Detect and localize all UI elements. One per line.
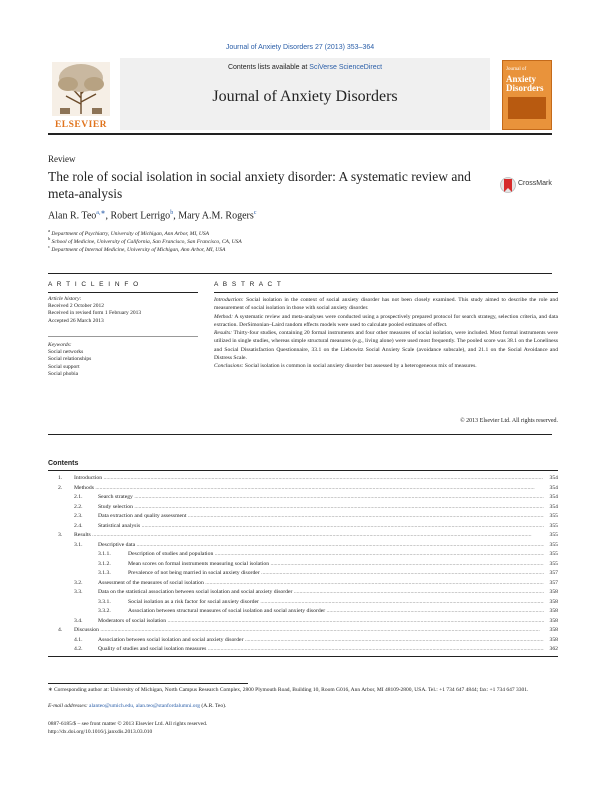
email-label: E-mail addresses: [48,703,90,709]
toc-entry[interactable] [0,588,600,597]
issn-line: 0887-6185/$ – see front matter © 2013 Elsevier Ltd. All rights reserved. [48,721,208,727]
author-list [48,209,256,221]
toc-page: 354 [549,503,558,510]
abstract-rule [214,292,558,293]
toc-page: 358 [549,608,558,614]
author-name: Alan R. Teo [48,210,97,222]
abstract-method [214,313,558,330]
toc-title: Methods ..... [74,484,544,493]
toc-number: 3.3.1. [98,598,111,605]
toc-page: 357 [549,579,558,586]
keyword: Social networks [48,349,84,356]
article-info-heading: A R T I C L E I N F O [48,281,140,288]
abstract-body [214,296,558,371]
toc-page: 355 [549,541,558,548]
toc-title: Description of studies and population ..... [128,550,544,559]
toc-entry[interactable] [0,617,600,626]
journal-cover [502,60,552,130]
toc-title: Introduction ..... [74,474,544,483]
toc-title: Descriptive data ..... [98,541,544,550]
affiliation-marker: a [48,228,51,233]
toc-number: 3.3. [74,589,83,595]
toc-title: Prevalence of not being married in social anxiety disorder ..... [128,569,544,578]
toc-title: Results ..... [74,531,544,540]
keywords-label: Keywords: [48,342,72,348]
toc-entry[interactable] [0,541,600,550]
history-line: Accepted 26 March 2013 [48,317,104,324]
toc-entry[interactable] [0,474,600,483]
email-footnote [48,703,558,711]
toc-entry[interactable] [0,636,600,645]
crossmark-label: CrossMark [518,180,552,187]
publisher-name: ELSEVIER [54,120,108,130]
toc-title: Statistical analysis ..... [98,522,544,531]
toc-title: Social isolation as a risk factor for social anxiety disorder ..... [128,598,544,607]
toc-page: 358 [549,636,558,643]
author-name: Mary A.M. Rogers [178,210,254,222]
toc-title: Data extraction and quality assessment ..... [98,512,544,521]
crossmark-badge[interactable] [500,174,560,196]
intro-text: Social isolation in the context of social anxiety disorder has not been closely examined. This study aimed to describe the role and measurement of social isolation in those with social anxiety disorder. [214,297,558,312]
toc-page: 355 [549,532,558,538]
cover-small-text: Journal of [506,67,527,72]
copyright-notice: © 2013 Elsevier Ltd. All rights reserved. [460,418,558,424]
toc-page: 362 [549,646,558,652]
affil-rule [48,273,552,274]
toc-title: Mean scores on formal instruments measuring social isolation ..... [128,560,544,569]
toc-entry[interactable] [0,550,600,559]
corresponding-author: ∗ Corresponding author at: University of Michigan, North Campus Research Complex, 2800 Plymouth Road, Building 10, Room G016, Ann Arbor, MI 48109-2800, USA. Tel.: +1 734 647 4844; fax: +1 734 647 3301. [48,687,529,693]
article-history [48,296,141,325]
keyword: Social phobia [48,370,79,377]
toc-number: 3.2. [74,579,83,586]
toc-entry[interactable] [0,560,600,569]
toc-title: Discussion ..... [74,626,544,635]
toc-title: Association between structural measures of social isolation and social anxiety disorder ..... [128,607,544,616]
toc-page: 355 [549,513,558,519]
toc-number: 2.1. [74,494,83,500]
toc-number: 3.4. [74,617,83,624]
abstract-results [214,329,558,362]
abstract-conclusions [214,362,558,370]
author-name: Robert Lerrigo [110,210,171,222]
affiliation-text: School of Medicine, University of California, San Francisco, San Francisco, CA, USA [51,238,242,245]
toc-entry[interactable] [0,512,600,521]
abstract-bottom-rule [48,434,552,435]
email-links[interactable]: alanteo@umich.edu, alan.teo@stanfordalumni.org [89,703,201,709]
toc-page: 355 [549,522,558,529]
toc-entry[interactable] [0,598,600,607]
toc-entry[interactable] [0,493,600,502]
toc-entry[interactable] [0,522,600,531]
author-affil-marker[interactable]: a,∗ [96,210,106,216]
footnote-rule [48,683,248,684]
toc-page: 357 [549,570,558,576]
toc-page: 358 [549,627,558,633]
results-label: Results: [214,330,233,337]
toc-entry[interactable] [0,626,600,635]
toc-number: 2.3. [74,513,83,519]
toc-number: 3.1. [74,541,83,548]
history-label: Article history: [48,296,82,302]
journal-title: Journal of Anxiety Disorders [212,88,398,105]
toc-entry[interactable] [0,503,600,512]
affiliation [48,244,225,253]
toc-number: 4.1. [74,636,83,643]
affiliation-marker: b [48,236,51,241]
toc-title: Assessment of the measures of social isolation ..... [98,579,544,588]
keyword: Social relationships [48,356,92,363]
method-text: A systematic review and meta-analyses were conducted using a prospectively prepared protocol for search strategy, selection criteria, and data extraction. DerSimonian–Laird random effects models were used to calculate pooled estimates of effect. [214,313,558,328]
toc-page: 354 [549,484,558,491]
toc-entry[interactable] [0,484,600,493]
contents-top-rule [48,470,558,471]
affiliation-text: Department of Internal Medicine, University of Michigan, Ann Arbor, MI, USA [51,246,226,253]
history-rule [48,336,198,337]
conclusions-text: Social isolation is common in social anxiety disorder but assessed by a heterogeneous mix of measures. [243,363,477,370]
contents-available [120,64,490,71]
paper-title: The role of social isolation in social anxiety disorder: A systematic review and meta-analysis [48,169,471,201]
toc-number: 3.3.2. [98,608,111,614]
info-rule [48,292,198,293]
toc-number: 1. [58,475,63,481]
affiliation-marker: c [48,244,51,249]
method-label: Method: [214,313,233,320]
toc-title: Quality of studies and social isolation measures ..... [98,645,544,654]
toc-number: 4. [58,627,63,633]
email-suffix: (A.R. Teo). [200,703,227,709]
history-line: Received 2 October 2012 [48,303,105,310]
author-separator: , [173,210,179,222]
article-section: Review [48,154,76,164]
toc-page: 358 [549,617,558,624]
toc-number: 2.2. [74,503,83,510]
toc-number: 4.2. [74,646,83,652]
crossmark-icon [500,175,516,195]
doi-link[interactable]: http://dx.doi.org/10.1016/j.janxdis.2013.03.010 [48,729,153,735]
toc-page: 358 [549,589,558,595]
author-affil-marker[interactable]: c [253,210,257,216]
toc-entry[interactable] [0,645,600,654]
results-text: Thirty-four studies, containing 20 formal instruments and four other measures of social isolation, were included. Most formal instruments were utilized in single studies, whereas simple structural measures (e.g., living alone) were used most frequently. The pooled score was 38.1 on the Loneliness and Social Dissatisfaction Questionnaire, 33.1 on the Liebowitz Social Anxiety Scale (avoidance subscale), and 21.1 on the Social Avoidance and Distress Scale. [214,330,558,362]
header-rule [48,133,552,135]
journal-citation[interactable]: Journal of Anxiety Disorders 27 (2013) 353–364 [225,44,375,51]
toc-entry[interactable] [0,607,600,616]
toc-title: Data on the statistical association between social isolation and social anxiety disorder ..... [98,588,544,597]
toc-number: 3.1.2. [98,560,111,567]
toc-number: 2.4. [74,522,83,529]
toc-number: 2. [58,484,63,491]
keywords [48,342,91,378]
abstract-intro [214,296,558,313]
toc-page: 354 [549,494,558,500]
toc-number: 3.1.3. [98,570,111,576]
toc-title: Moderators of social isolation ..... [98,617,544,626]
contents-bottom-rule [48,656,558,657]
toc-entry[interactable] [0,579,600,588]
abstract-heading: A B S T R A C T [214,281,283,288]
cover-title: Anxiety Disorders [506,74,544,93]
conclusions-label: Conclusions: [214,363,244,370]
toc-entry[interactable] [0,531,600,540]
author-affil-marker[interactable]: b [170,210,174,216]
affiliation-text: Department of Psychiatry, University of Michigan, Ann Arbor, MI, USA [51,230,210,237]
toc-page: 355 [549,551,558,557]
cover-image [508,97,546,119]
toc-page: 355 [549,560,558,567]
contents-heading: Contents [48,460,79,467]
toc-title: Association between social isolation and social anxiety disorder ..... [98,636,544,645]
toc-entry[interactable] [0,569,600,578]
toc-title: Search strategy ..... [98,493,544,502]
toc-number: 3.1.1. [98,551,111,557]
keyword: Social support [48,363,80,370]
toc-page: 354 [549,475,558,481]
history-line: Received in revised form 1 February 2013 [48,310,142,317]
sciencedirect-link[interactable]: SciVerse ScienceDirect [309,64,383,71]
intro-label: Introduction: [214,297,244,303]
author-separator: , [105,210,111,222]
toc-title: Study selection ..... [98,503,544,512]
toc-number: 3. [58,532,63,538]
contents-prefix: Contents lists available at [227,64,310,71]
toc-page: 358 [549,598,558,605]
